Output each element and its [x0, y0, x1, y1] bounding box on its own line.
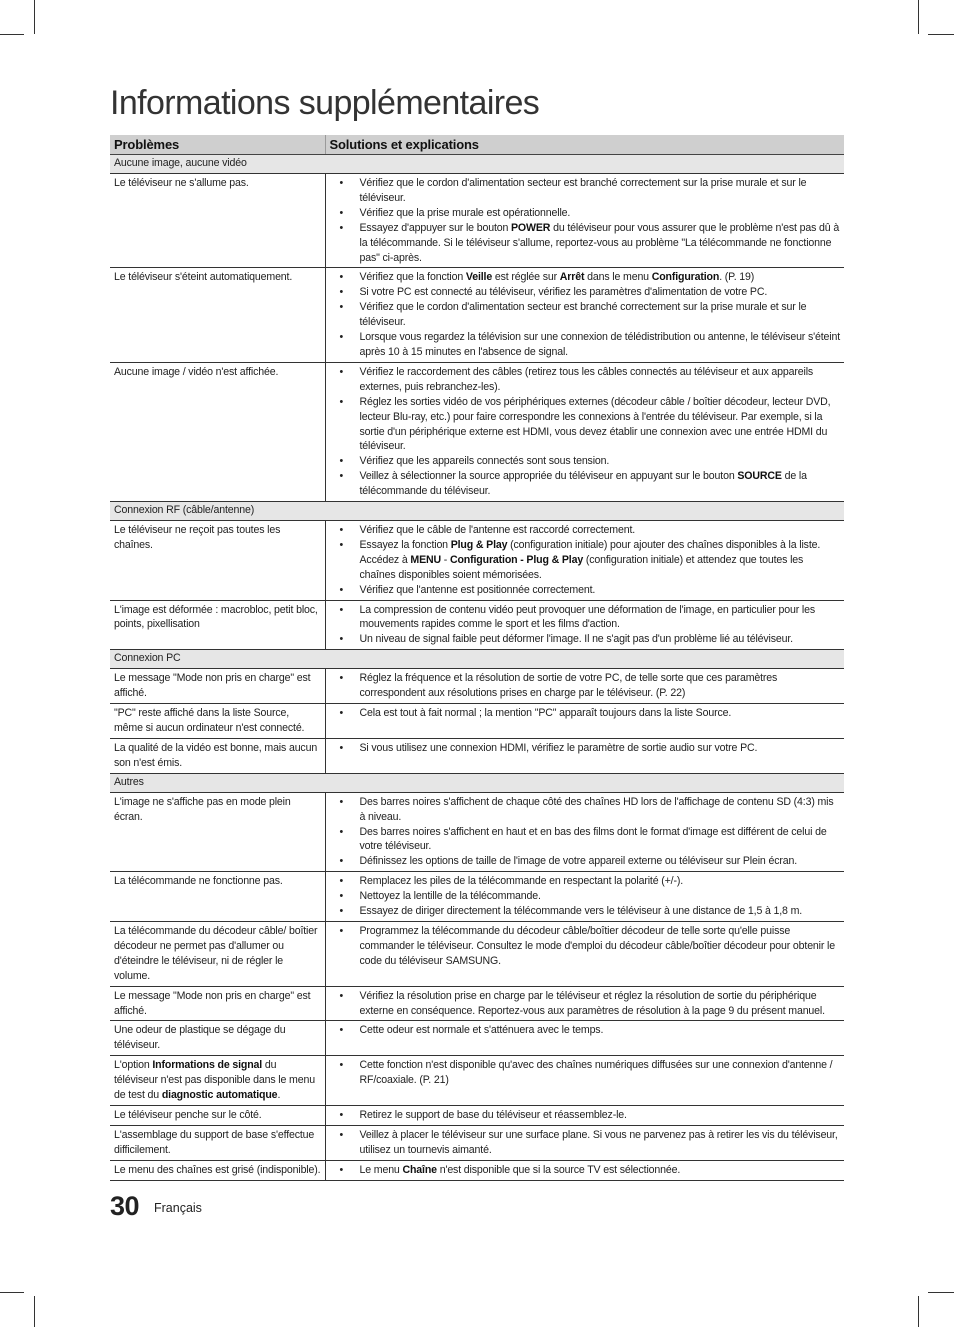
column-header-solutions: Solutions et explications — [325, 135, 844, 155]
solution-item — [330, 889, 841, 904]
bullet-icon: • — [339, 524, 344, 537]
text-run: Vérifiez que la fonction — [359, 271, 466, 284]
solutions-cell — [325, 738, 844, 773]
bullet-icon: • — [339, 855, 344, 868]
bold-term: Configuration — [651, 271, 720, 284]
bullet-icon: • — [339, 1128, 344, 1141]
problem-cell — [110, 921, 325, 986]
bullet-icon: • — [339, 538, 344, 551]
bullet-icon: • — [339, 1108, 344, 1121]
solutions-list — [330, 365, 841, 499]
solutions-list — [330, 603, 841, 648]
solution-item — [330, 285, 841, 300]
table-row — [110, 1105, 844, 1125]
troubleshooting-table — [110, 135, 844, 1181]
problem-cell — [110, 986, 325, 1021]
table-row — [110, 669, 844, 704]
solution-item — [330, 1058, 841, 1088]
problem-cell — [110, 1160, 325, 1180]
table-row — [110, 1021, 844, 1056]
text-run: Vérifiez que les appareils connectés sont sous tension. — [359, 455, 610, 468]
text-run: Le menu des chaînes est grisé (indisponible). — [114, 1163, 321, 1176]
problem-cell — [110, 792, 325, 872]
solution-item — [330, 469, 841, 499]
bullet-icon: • — [339, 924, 344, 937]
solution-item — [330, 741, 841, 756]
bullet-icon: • — [339, 795, 344, 808]
table-row — [110, 362, 844, 501]
solution-item — [330, 454, 841, 469]
text-run: L'image ne s'affiche pas en mode plein écran. — [114, 795, 291, 823]
table-body — [110, 155, 844, 1181]
bullet-icon: • — [339, 1163, 344, 1176]
problem-cell — [110, 362, 325, 501]
bullet-icon: • — [339, 331, 344, 344]
table-row — [110, 1160, 844, 1180]
column-header-problems: Problèmes — [110, 135, 325, 155]
category-label: Autres — [110, 773, 844, 792]
solution-item — [330, 904, 841, 919]
bullet-icon: • — [339, 672, 344, 685]
text-run: Le message "Mode non pris en charge" est affiché. — [114, 989, 311, 1017]
text-run: Lorsque vous regardez la télévision sur une connexion de télédistribution ou antenne, le téléviseur s'éteint après 10 à 15 minutes en l'absence de signal. — [359, 331, 841, 358]
page-language: Français — [154, 1201, 202, 1215]
solution-item — [330, 706, 841, 721]
text-run: (configuration initiale) pour ajouter des chaînes disponibles à la liste. Accédez à — [359, 538, 821, 566]
table-row — [110, 268, 844, 362]
bullet-icon: • — [339, 890, 344, 903]
solution-item — [330, 206, 841, 221]
category-row — [110, 650, 844, 669]
text-run: Veillez à placer le téléviseur sur une surface plane. Si vous ne parvenez pas à retirer les vis du téléviseur, utilisez un tournevis aimanté. — [359, 1128, 838, 1156]
text-run: Cette fonction n'est disponible qu'avec des chaînes numériques diffusées sur une connexion d'antenne / RF/coaxiale. (P. 21) — [359, 1059, 833, 1087]
solution-item — [330, 365, 841, 395]
bullet-icon: • — [339, 177, 344, 189]
text-run: . — [277, 1089, 281, 1102]
category-label: Connexion PC — [110, 650, 844, 669]
text-run: Programmez la télécommande du décodeur câble/boîtier décodeur de telle sorte qu'elle puisse commander le téléviseur. Consultez le mode d'emploi du décodeur câble/boîtier décodeur pour obtenir le code du téléviseur SAMSUNG. — [359, 924, 835, 967]
solutions-cell — [325, 704, 844, 739]
solutions-list — [330, 795, 841, 870]
text-run: Cela est tout à fait normal ; la mention "PC" apparaît toujours dans la liste Source. — [359, 707, 732, 720]
problem-cell — [110, 872, 325, 922]
solutions-cell — [325, 872, 844, 922]
solutions-list — [330, 1108, 841, 1123]
text-run: La télécommande du décodeur câble/ boîtier décodeur ne permet pas d'allumer ou d'éteindre le téléviseur, ni de régler le volume. — [114, 924, 318, 982]
solution-item — [330, 671, 841, 701]
text-run: La compression de contenu vidéo peut provoquer une déformation de l'image, en particulier pour les mouvements rapides comme le sport et les films d'action. — [359, 603, 816, 631]
solutions-cell — [325, 1021, 844, 1056]
bullet-icon: • — [339, 1024, 344, 1037]
solutions-list — [330, 741, 841, 756]
table-row — [110, 792, 844, 872]
bullet-icon: • — [339, 221, 344, 234]
text-run: Définissez les options de taille de l'image de votre appareil externe ou téléviseur sur Plein écran. — [359, 855, 798, 868]
text-run: La télécommande ne fonctionne pas. — [114, 875, 283, 888]
bold-term: Informations de signal — [152, 1059, 263, 1072]
problem-cell — [110, 1021, 325, 1056]
table-row — [110, 174, 844, 268]
solutions-list — [330, 1058, 841, 1088]
text-run: Cette odeur est normale et s'atténuera avec le temps. — [359, 1024, 604, 1037]
text-run: Essayez de diriger directement la télécommande vers le téléviseur à une distance de 1,5 à 1,8 m. — [359, 905, 803, 918]
solution-item — [330, 1108, 841, 1123]
category-label: Connexion RF (câble/antenne) — [110, 502, 844, 521]
text-run: Vérifiez que le cordon d'alimentation secteur est branché correctement sur la prise murale et sur le téléviseur. — [359, 177, 807, 204]
bold-term: POWER — [511, 221, 551, 234]
bold-term: SOURCE — [737, 470, 782, 483]
solutions-list — [330, 989, 841, 1019]
text-run: Des barres noires s'affichent de chaque côté des chaînes HD lors de l'affichage de contenu SD (4:3) mis à niveau. — [359, 795, 834, 823]
table-header-row — [110, 135, 844, 155]
solution-item — [330, 270, 841, 285]
text-run: Le téléviseur ne reçoit pas toutes les chaînes. — [114, 524, 281, 551]
bullet-icon: • — [339, 1059, 344, 1072]
text-run: La qualité de la vidéo est bonne, mais aucun son n'est émis. — [114, 741, 318, 769]
solutions-cell — [325, 986, 844, 1021]
text-run: Vérifiez que le cordon d'alimentation secteur est branché correctement sur la prise murale et sur le téléviseur. — [359, 301, 807, 329]
solutions-cell — [325, 174, 844, 268]
bullet-icon: • — [339, 583, 344, 596]
problem-cell — [110, 1125, 325, 1160]
solution-item — [330, 825, 841, 855]
bullet-icon: • — [339, 825, 344, 838]
crop-mark — [0, 34, 24, 35]
solutions-list — [330, 1023, 841, 1038]
solutions-cell — [325, 1125, 844, 1160]
bullet-icon: • — [339, 455, 344, 468]
crop-mark — [34, 0, 35, 34]
table-row — [110, 1125, 844, 1160]
category-row — [110, 155, 844, 174]
problem-cell — [110, 738, 325, 773]
text-run: Le message "Mode non pris en charge" est affiché. — [114, 672, 311, 700]
text-run: Le téléviseur s'éteint automatiquement. — [114, 271, 293, 284]
solutions-list — [330, 270, 841, 359]
solutions-cell — [325, 600, 844, 650]
bullet-icon: • — [339, 395, 344, 408]
problem-cell — [110, 600, 325, 650]
bullet-icon: • — [339, 470, 344, 483]
solution-item — [330, 395, 841, 455]
bullet-icon: • — [339, 707, 344, 720]
text-run: Si vous utilisez une connexion HDMI, vérifiez le paramètre de sortie audio sur votre PC. — [359, 741, 758, 754]
table-row — [110, 986, 844, 1021]
bullet-icon: • — [339, 286, 344, 299]
bullet-icon: • — [339, 365, 344, 378]
page-number: 30 — [110, 1191, 140, 1221]
bold-term: MENU — [410, 553, 442, 566]
text-run: Le téléviseur ne s'allume pas. — [114, 177, 249, 189]
text-run: Remplacez les piles de la télécommande en respectant la polarité (+/-). — [359, 875, 684, 888]
text-run: L'image est déformée : macrobloc, petit bloc, points, pixellisation — [114, 603, 318, 631]
text-run: Aucune image / vidéo n'est affichée. — [114, 365, 279, 378]
solution-item — [330, 583, 841, 598]
crop-mark — [34, 1296, 35, 1327]
text-run: Vérifiez que la prise murale est opérationnelle. — [359, 206, 571, 219]
text-run: Vérifiez le raccordement des câbles (retirez tous les câbles connectés au téléviseur et aux appareils externes, puis rebranchez-les). — [359, 365, 814, 393]
text-run: Des barres noires s'affichent en haut et en bas des films dont le format d'image est différent de celui de votre téléviseur. — [359, 825, 827, 853]
text-run: L'option — [114, 1059, 153, 1072]
text-run: Vérifiez la résolution prise en charge par le téléviseur et réglez la résolution de sortie du périphérique externe en conséquence. Reportez-vous aux paramètres de résolution à la page 9 du présent manuel. — [359, 989, 825, 1017]
problem-cell — [110, 669, 325, 704]
bullet-icon: • — [339, 875, 344, 888]
solution-item — [330, 854, 841, 869]
bold-term: Veille — [465, 271, 493, 284]
solutions-cell — [325, 268, 844, 362]
bold-term: Chaîne — [402, 1163, 437, 1176]
solutions-cell — [325, 669, 844, 704]
category-row — [110, 502, 844, 521]
bullet-icon: • — [339, 633, 344, 646]
text-run: Réglez la fréquence et la résolution de sortie de votre PC, de telle sorte que ces paramètres correspondent aux résolutions prises en charge par le téléviseur. (P. 22) — [359, 672, 778, 700]
solution-item — [330, 538, 841, 583]
solutions-list — [330, 924, 841, 969]
problem-cell — [110, 521, 325, 601]
bullet-icon: • — [339, 989, 344, 1002]
problem-cell — [110, 1056, 325, 1106]
solutions-list — [330, 523, 841, 598]
bullet-icon: • — [339, 741, 344, 754]
text-run: Essayez la fonction — [359, 538, 451, 551]
table-row — [110, 738, 844, 773]
text-run: Si votre PC est connecté au téléviseur, vérifiez les paramètres d'alimentation de votre PC. — [359, 286, 768, 299]
problem-cell — [110, 704, 325, 739]
crop-mark — [918, 0, 919, 34]
bullet-icon: • — [339, 271, 344, 284]
bold-term: Configuration - Plug & Play — [449, 553, 584, 566]
text-run: du téléviseur pour vous assurer que le problème n'est pas dû à la télécommande. Si le téléviseur s'allume, reportez-vous au problème "La télécommande ne fonctionne pas" ci-après. — [359, 221, 840, 264]
text-run: n'est disponible que si la source TV est sélectionnée. — [436, 1163, 681, 1176]
solutions-cell — [325, 362, 844, 501]
crop-mark — [918, 1296, 919, 1327]
solution-item — [330, 989, 841, 1019]
solution-item — [330, 1023, 841, 1038]
solutions-list — [330, 671, 841, 701]
bold-term: diagnostic automatique — [161, 1089, 278, 1102]
bullet-icon: • — [339, 206, 344, 219]
text-run: de la télécommande du téléviseur. — [359, 470, 807, 498]
bullet-icon: • — [339, 301, 344, 314]
solutions-list — [330, 874, 841, 919]
solutions-list — [330, 706, 841, 721]
solutions-cell — [325, 521, 844, 601]
crop-mark — [928, 34, 954, 35]
bold-term: Plug & Play — [450, 538, 508, 551]
table-row — [110, 1056, 844, 1106]
solutions-list — [330, 1128, 841, 1158]
solution-item — [330, 300, 841, 330]
category-row — [110, 773, 844, 792]
solutions-list — [330, 176, 841, 265]
category-label: Aucune image, aucune vidéo — [110, 155, 844, 174]
solution-item — [330, 795, 841, 825]
problem-cell — [110, 174, 325, 268]
table-row — [110, 704, 844, 739]
solution-item — [330, 603, 841, 633]
solution-item — [330, 330, 841, 360]
solutions-cell — [325, 1056, 844, 1106]
text-run: Le menu — [359, 1163, 403, 1176]
text-run: Le téléviseur penche sur le côté. — [114, 1108, 262, 1121]
table-row — [110, 521, 844, 601]
text-run: dans le menu — [584, 271, 652, 284]
problem-cell — [110, 268, 325, 362]
text-run: Retirez le support de base du téléviseur et réassemblez-le. — [359, 1108, 627, 1121]
crop-mark — [0, 1292, 24, 1293]
page-title: Informations supplémentaires — [110, 84, 540, 122]
table-row — [110, 921, 844, 986]
text-run: . (P. 19) — [719, 271, 755, 284]
crop-mark — [928, 1292, 954, 1293]
text-run: Réglez les sorties vidéo de vos périphériques externes (décodeur câble / boîtier décodeur, lecteur DVD, lecteur Blu-ray, etc.) pour faire correspondre les connexions à l'entrée du téléviseur. Par exemple, si la sortie d'un périphérique externe est HDMI, vous devez établir une connexion avec une entrée HDMI du téléviseur. — [359, 395, 831, 453]
text-run: Vérifiez que l'antenne est positionnée correctement. — [359, 583, 596, 596]
text-run: Un niveau de signal faible peut déformer l'image. Il ne s'agit pas d'un problème lié au téléviseur. — [359, 633, 793, 646]
text-run: Essayez d'appuyer sur le bouton — [359, 221, 512, 234]
text-run: L'assemblage du support de base s'effectue difficilement. — [114, 1128, 315, 1156]
solution-item — [330, 523, 841, 538]
solution-item — [330, 221, 841, 266]
text-run: est réglée sur — [492, 271, 560, 284]
solution-item — [330, 632, 841, 647]
text-run: du téléviseur n'est pas disponible dans le menu de test du — [114, 1059, 315, 1102]
text-run: - — [441, 553, 450, 566]
solution-item — [330, 1128, 841, 1158]
bold-term: Arrêt — [559, 271, 585, 284]
solutions-list — [330, 1163, 841, 1178]
solution-item — [330, 176, 841, 206]
solution-item — [330, 924, 841, 969]
table-row — [110, 872, 844, 922]
bullet-icon: • — [339, 905, 344, 918]
text-run: Une odeur de plastique se dégage du téléviseur. — [114, 1024, 286, 1052]
text-run: "PC" reste affiché dans la liste Source, même si aucun ordinateur n'est connecté. — [114, 707, 305, 734]
solution-item — [330, 1163, 841, 1178]
text-run: Nettoyez la lentille de la télécommande. — [359, 890, 541, 903]
text-run: Vérifiez que le câble de l'antenne est raccordé correctement. — [359, 524, 636, 537]
text-run: (configuration initiale) et attendez que toutes les chaînes disponibles soient mémorisées. — [359, 553, 804, 581]
solutions-cell — [325, 1160, 844, 1180]
problem-cell — [110, 1105, 325, 1125]
solution-item — [330, 874, 841, 889]
solutions-cell — [325, 1105, 844, 1125]
text-run: Veillez à sélectionner la source appropriée du téléviseur en appuyant sur le bouton — [359, 470, 738, 483]
table-row — [110, 600, 844, 650]
solutions-cell — [325, 792, 844, 872]
bullet-icon: • — [339, 603, 344, 616]
solutions-cell — [325, 921, 844, 986]
